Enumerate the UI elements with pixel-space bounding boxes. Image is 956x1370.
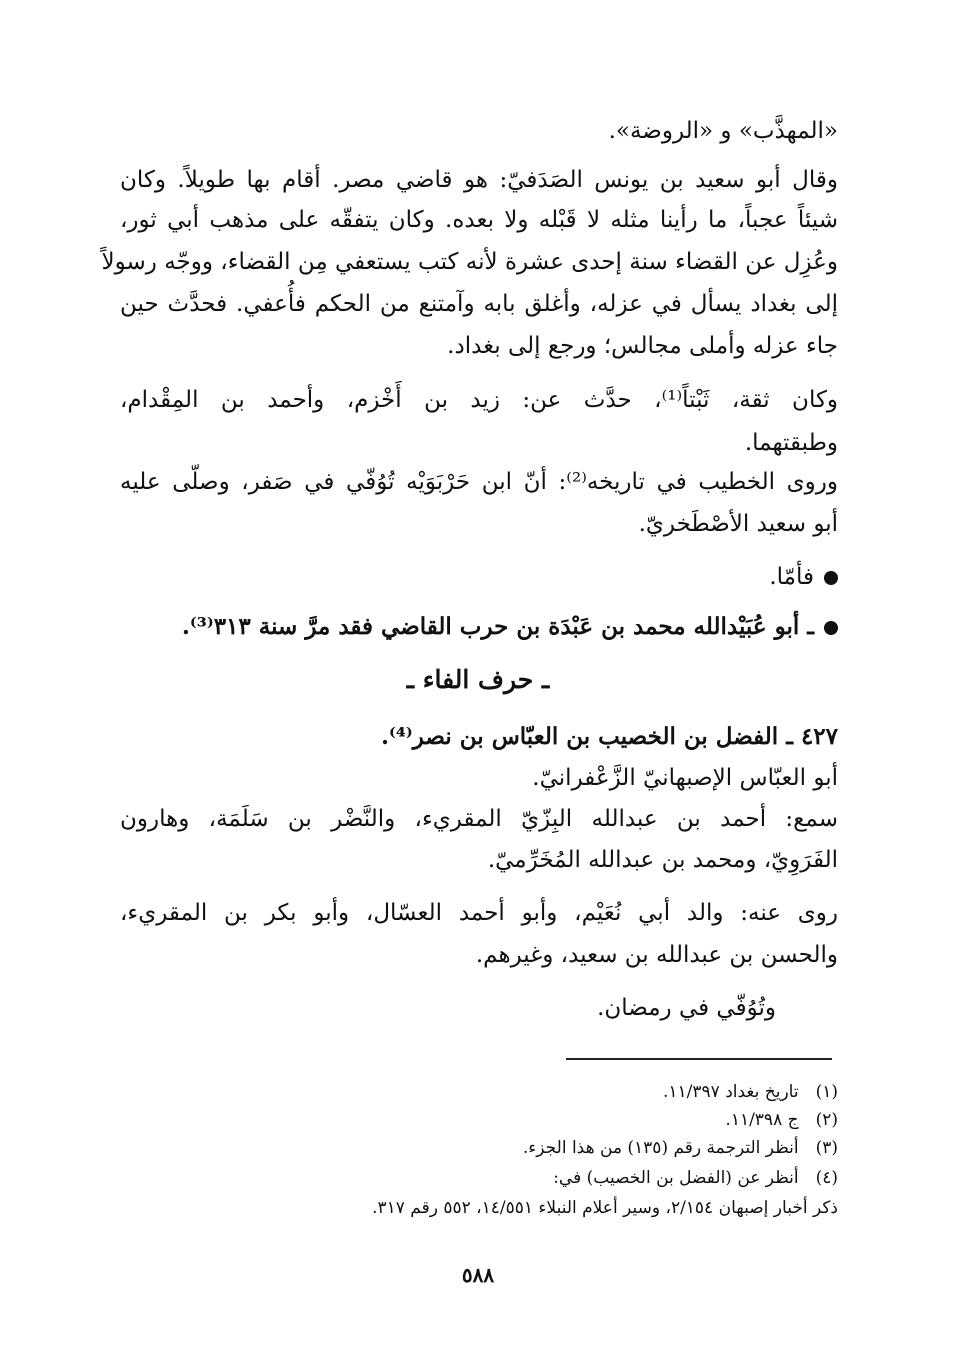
page-number: ٥٨٨ (461, 1263, 495, 1287)
footnote-4: (٤) أنظر عن (الفضل بن الخصيب) في: (553, 1168, 838, 1188)
bullet-icon (824, 571, 838, 585)
text-line-6: جاء عزله وأملى مجالس؛ ورجع إلى بغداد. (447, 333, 838, 359)
text-line-8: وطبقتهما. (744, 430, 838, 456)
text-line-2: وقال أبو سعيد بن يونس الصَدَفيّ: هو قاضي مصر. أقام بها طويلاً. وكان (120, 167, 838, 193)
footnote-divider (566, 1058, 832, 1060)
bullet-line-1 (120, 562, 838, 592)
bullet-text: فأمّا. (769, 564, 814, 590)
text-line-15: سمع: أحمد بن عبدالله البِزّيّ المقريء، والنَّضْر بن سَلَمَة، وهارون (120, 806, 838, 832)
section-heading: ـ حرف الفاء ـ (406, 665, 550, 694)
text-line-7: وكان ثقة، ثَبْتاً⁽¹⁾، حدَّث عن: زيد بن أَخْزم، وأحمد بن المِقْدام، (120, 387, 839, 413)
entry-title: ٤٢٧ ـ الفضل بن الخصيب بن العبّاس بن نصر⁽⁴⁾. (380, 723, 838, 750)
footnote-4-continuation: ذكر أخبار إصبهان ٢/١٥٤، وسير أعلام النبلاء ١٤/٥٥١، ٥٥٢ رقم ٣١٧. (372, 1198, 838, 1218)
text-line-10: أبو سعيد الأصْطَخريّ. (638, 511, 838, 537)
text-line-4: وعُزِل عن القضاء سنة إحدى عشرة لأنه كتب يستعفي مِن القضاء، ووجّه رسولاً (101, 249, 838, 275)
text-line-1: «المهذَّب» و «الروضة». (608, 118, 838, 144)
footnote-2: (٢) ج ١١/٣٩٨. (725, 1110, 838, 1130)
text-line-17: روى عنه: والد أبي نُعَيْم، وأبو أحمد العسّال، وأبو بكر بن المقريء، (120, 900, 838, 926)
text-line-3: شيئاً عجباً، ما رأينا مثله لا قَبْله ولا بعده. وكان يتفقّه على مذهب أبي ثور، (120, 207, 838, 233)
bullet-line-2 (120, 612, 838, 642)
text-line-5: إلى بغداد يسأل في عزله، وأغلق بابه وآمتنع من الحكم فأُعفي. فحدَّث حين (120, 291, 838, 317)
text-line-16: الفَرَوِيّ، ومحمد بن عبدالله المُخَرِّميّ. (487, 847, 838, 873)
bullet-text: ـ أبو عُبَيْدالله محمد بن عَبْدَة بن حرب القاضي فقد مرَّ سنة ٣١٣⁽³⁾. (181, 613, 814, 640)
text-line-14: أبو العبّاس الإصبهانيّ الزَّعْفرانيّ. (532, 765, 838, 791)
text-line-9: وروى الخطيب في تاريخه⁽²⁾: أنّ ابن حَرْبَوَيْه تُوُفّي في صَفر، وصلّى عليه (120, 469, 838, 495)
bullet-icon (824, 621, 838, 635)
text-line-19: وتُوُفّي في رمضان. (597, 995, 776, 1021)
text-line-18: والحسن بن عبدالله بن سعيد، وغيرهم. (475, 942, 838, 968)
footnote-1: (١) تاريخ بغداد ١١/٣٩٧. (663, 1082, 838, 1102)
footnote-3: (٣) أنظر الترجمة رقم (١٣٥) من هذا الجزء. (522, 1138, 838, 1158)
